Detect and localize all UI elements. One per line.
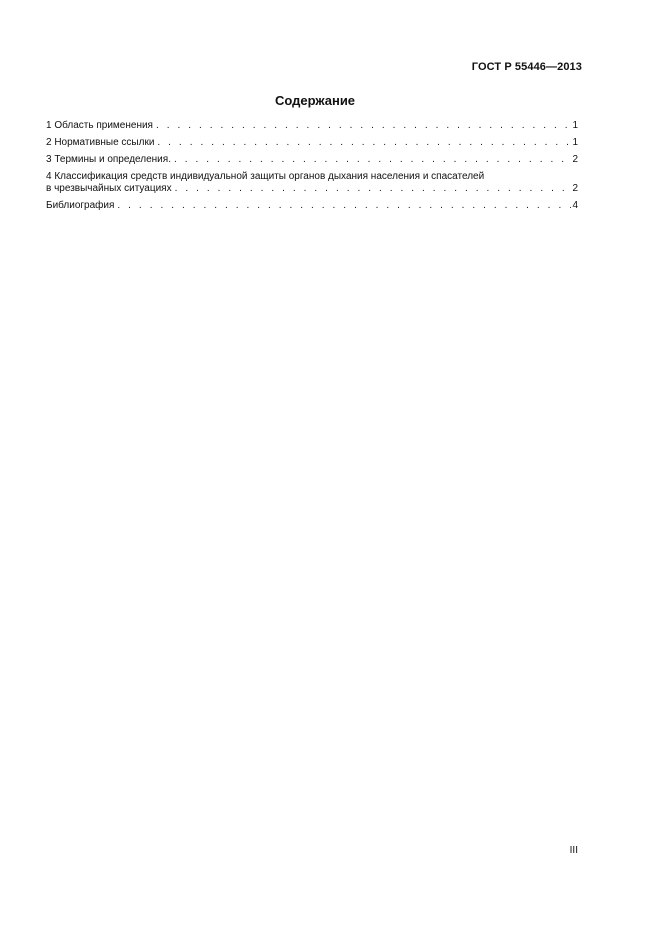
toc-entry[interactable]: [46, 120, 578, 132]
toc-entry-page: 2: [572, 183, 578, 194]
toc-entry[interactable]: [46, 171, 578, 195]
toc-dot-leader: [157, 137, 571, 149]
toc-dot-leader: [117, 200, 571, 212]
toc-entry-page: 1: [572, 137, 578, 148]
toc-dot-leader: [156, 120, 571, 132]
toc-entry-page: 4: [572, 200, 578, 211]
document-code: ГОСТ Р 55446—2013: [471, 61, 582, 73]
toc-entry-text-line1: 4 Классификация средств индивидуальной защиты органов дыхания населения и спасателей: [46, 171, 485, 182]
toc-entry[interactable]: [46, 137, 578, 149]
toc-dot-leader: [174, 154, 571, 166]
toc-entry-page: 2: [572, 154, 578, 165]
toc-entry-page: 1: [572, 120, 578, 131]
toc-entry-text: 1 Область применения: [46, 120, 153, 131]
toc-entry-text: 3 Термины и определения.: [46, 154, 171, 165]
toc-entry-text-line2: в чрезвычайных ситуациях: [46, 183, 172, 194]
page-number: III: [569, 845, 578, 856]
toc-title: Содержание: [274, 93, 356, 108]
table-of-contents: [46, 120, 578, 217]
toc-entry-text: Библиография: [46, 200, 115, 211]
toc-entry[interactable]: [46, 154, 578, 166]
toc-dot-leader: [175, 183, 572, 195]
toc-entry-text: 2 Нормативные ссылки: [46, 137, 155, 148]
toc-entry[interactable]: [46, 200, 578, 212]
